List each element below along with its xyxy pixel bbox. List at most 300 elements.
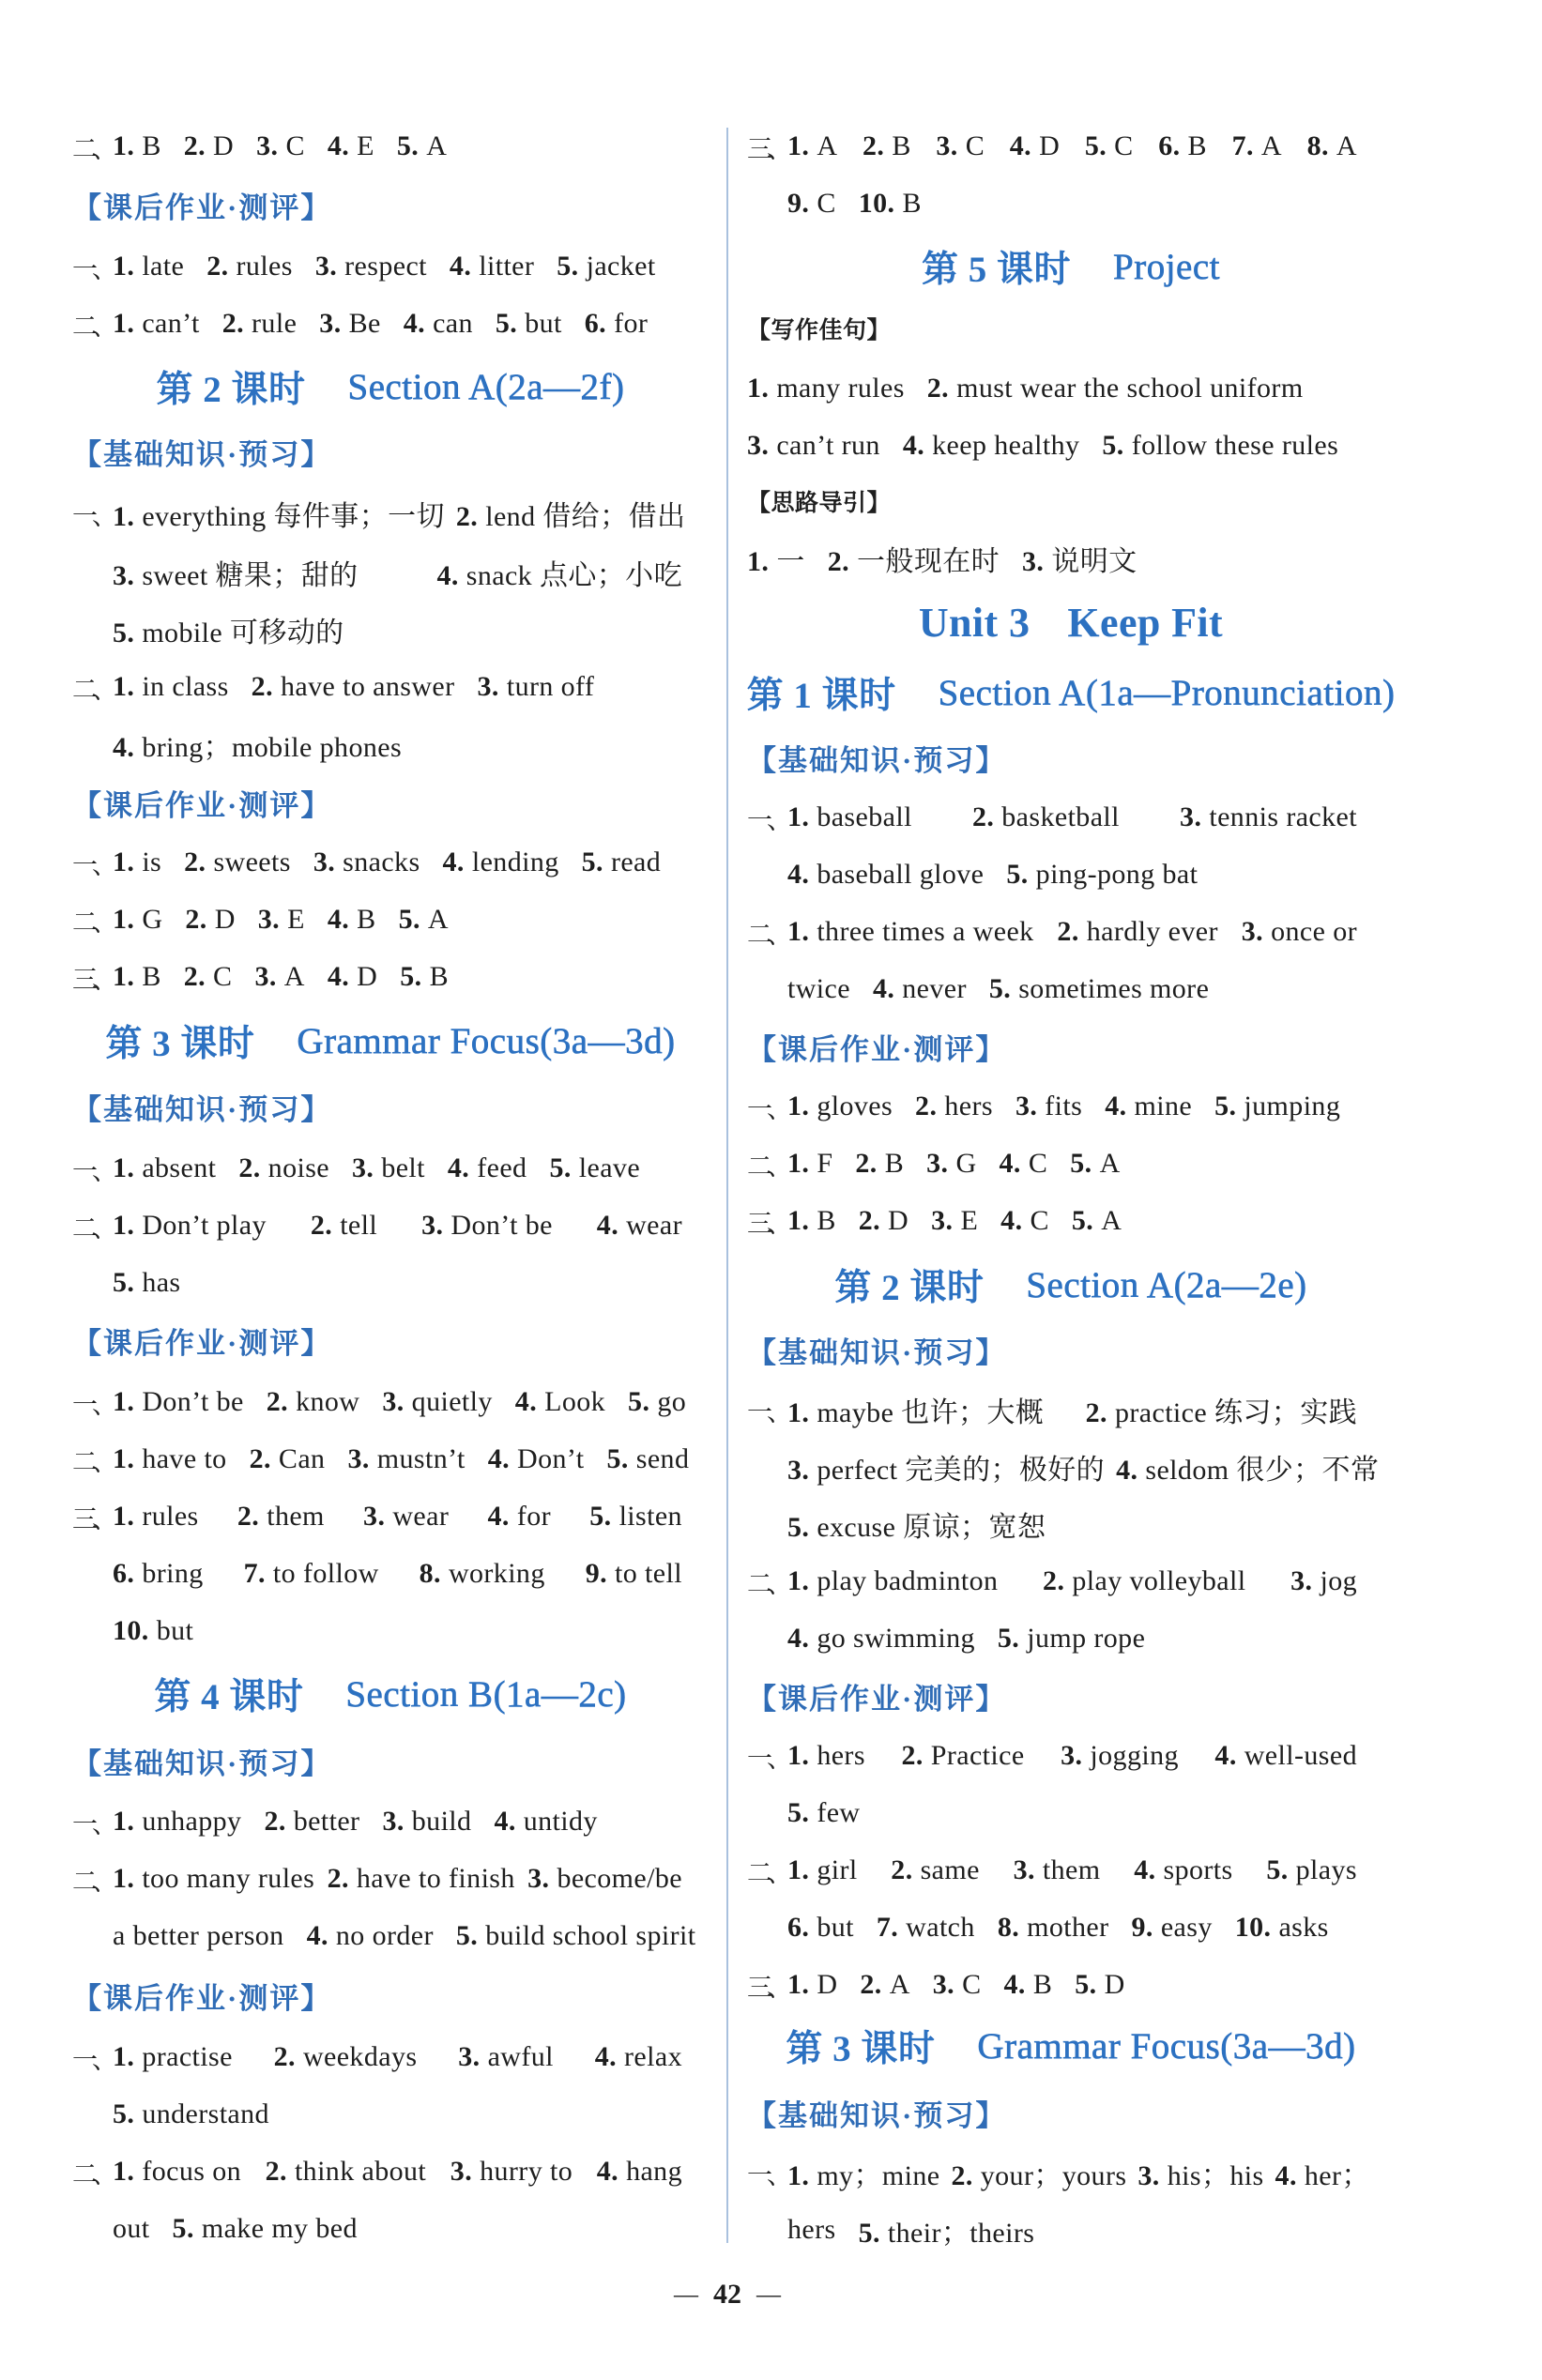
answer-list bbox=[787, 1389, 1357, 1430]
unit-number: Unit 3 bbox=[918, 599, 1031, 646]
question-group-number: 三、 bbox=[747, 134, 786, 163]
answer-item bbox=[113, 251, 184, 282]
answer-number: 3. bbox=[352, 1152, 374, 1183]
answer-item bbox=[113, 493, 445, 534]
answer-item bbox=[891, 1854, 980, 1886]
answer-text: baseball glove bbox=[817, 859, 985, 890]
answer-number: 4. bbox=[487, 1443, 510, 1474]
answer-item bbox=[319, 308, 380, 340]
answer-text: 说明文 bbox=[1051, 546, 1137, 577]
answer-text: ping-pong bat bbox=[1035, 859, 1198, 890]
answer-list bbox=[787, 1205, 1122, 1237]
answer-text: mobile 可移动的 bbox=[142, 618, 344, 648]
lesson-heading bbox=[747, 664, 1395, 721]
answer-number: 1. bbox=[113, 847, 135, 877]
answer-text: B bbox=[1187, 130, 1207, 161]
answer-number: 4. bbox=[487, 1501, 510, 1532]
answer-item bbox=[582, 847, 662, 878]
answer-number: 2. bbox=[901, 1740, 924, 1771]
answer-item bbox=[936, 130, 985, 162]
answer-item bbox=[113, 847, 161, 878]
lesson-number: 第 3 课时 bbox=[786, 2029, 936, 2069]
answer-row bbox=[72, 2144, 682, 2200]
answer-number: 4. bbox=[1275, 2160, 1297, 2191]
answer-number: 1. bbox=[113, 1863, 135, 1894]
answer-list bbox=[747, 538, 1137, 579]
page-number: 42 bbox=[713, 2279, 741, 2310]
answer-item bbox=[113, 130, 161, 162]
answer-item bbox=[989, 973, 1209, 1005]
answer-list bbox=[787, 801, 1357, 833]
answer-text: A bbox=[817, 130, 838, 161]
answer-item bbox=[747, 373, 905, 404]
answer-number: 8. bbox=[997, 1912, 1020, 1943]
answer-text: sports bbox=[1163, 1854, 1233, 1885]
answer-text: focus on bbox=[142, 2156, 241, 2187]
answer-text: Look bbox=[544, 1386, 606, 1417]
question-group-number: 一、 bbox=[72, 254, 112, 283]
answer-number: 3. bbox=[932, 1969, 955, 2000]
answer-number: 2. bbox=[1043, 1565, 1065, 1596]
lesson-title: Grammar Focus(3a—3d) bbox=[297, 1020, 676, 1061]
question-group-number: 三、 bbox=[747, 1973, 786, 2002]
answer-number: 5. bbox=[549, 1152, 572, 1183]
answer-list bbox=[113, 1210, 682, 1242]
lesson-title: Section A(2a—2e) bbox=[1026, 1264, 1307, 1305]
answer-text: D bbox=[1104, 1969, 1125, 2000]
answer-text: F bbox=[817, 1148, 833, 1179]
answer-item bbox=[595, 2041, 682, 2073]
answer-list bbox=[113, 1152, 640, 1184]
answer-text: C bbox=[1030, 1205, 1049, 1236]
answer-number: 2. bbox=[185, 904, 207, 935]
answer-text: Don’t be bbox=[450, 1210, 553, 1241]
answer-number: 3. bbox=[1290, 1565, 1313, 1596]
answer-list bbox=[787, 1969, 1125, 2001]
answer-text: Practice bbox=[930, 1740, 1025, 1771]
answer-item bbox=[1132, 1912, 1213, 1944]
answer-row bbox=[72, 118, 447, 175]
answer-item bbox=[1010, 130, 1060, 162]
answer-row bbox=[747, 1381, 1357, 1438]
answer-number: 6. bbox=[113, 1558, 135, 1589]
answer-number: 2. bbox=[891, 1854, 913, 1885]
answer-text: his；his bbox=[1167, 2160, 1264, 2191]
answer-row bbox=[72, 659, 594, 715]
answer-item bbox=[933, 1969, 982, 2001]
answer-number: 3. bbox=[1180, 801, 1202, 832]
answer-row bbox=[72, 1793, 598, 1850]
answer-text: Be bbox=[348, 308, 381, 339]
answer-number: 1. bbox=[787, 1091, 810, 1121]
answer-list bbox=[787, 2152, 1370, 2193]
answer-text: asks bbox=[1278, 1912, 1329, 1943]
answer-text: become/be bbox=[557, 1863, 682, 1894]
answer-text: sweet 糖果；甜的 bbox=[142, 560, 359, 591]
question-group-number: 二、 bbox=[72, 675, 112, 704]
answer-number: 5. bbox=[589, 1501, 612, 1532]
answer-number: 3. bbox=[450, 2156, 473, 2187]
answer-row bbox=[72, 2029, 682, 2085]
lesson-title: Section A(2a—2f) bbox=[347, 366, 625, 407]
answer-list bbox=[113, 2156, 682, 2188]
question-group-number: 二、 bbox=[72, 312, 112, 341]
answer-number: 1. bbox=[113, 1152, 135, 1183]
answer-number: 5. bbox=[113, 2098, 135, 2129]
answer-number: 4. bbox=[1003, 1969, 1026, 2000]
answer-item bbox=[494, 1806, 597, 1838]
answer-number: 4. bbox=[306, 1920, 328, 1951]
answer-item bbox=[931, 1205, 978, 1237]
question-group-number: 二、 bbox=[747, 1858, 786, 1887]
answer-text: has bbox=[142, 1267, 181, 1298]
answer-number: 1. bbox=[113, 2156, 135, 2187]
answer-row-continued bbox=[747, 1785, 860, 1841]
answer-item bbox=[1105, 1091, 1192, 1122]
answer-text: B bbox=[1032, 1969, 1053, 2000]
answer-row-continued bbox=[72, 544, 682, 601]
answer-list bbox=[113, 1806, 598, 1838]
answer-text: jacket bbox=[586, 251, 656, 282]
answer-text: have to bbox=[142, 1443, 227, 1474]
answer-text: have to answer bbox=[280, 671, 455, 702]
section-tag: 【课后作业·测评】 bbox=[747, 1682, 1007, 1716]
question-group-number: 二、 bbox=[747, 920, 786, 949]
answer-item bbox=[1075, 1969, 1124, 2001]
answer-number: 3. bbox=[313, 847, 336, 877]
answer-number: 2. bbox=[183, 130, 206, 161]
answer-row bbox=[72, 296, 648, 352]
answer-item bbox=[113, 2098, 269, 2130]
answer-item bbox=[184, 130, 234, 162]
answer-item bbox=[1214, 1091, 1340, 1122]
answer-item bbox=[586, 1558, 682, 1590]
answer-item bbox=[113, 904, 162, 936]
answer-number: 1. bbox=[113, 671, 135, 702]
answer-item bbox=[1085, 130, 1134, 162]
answer-number: 5. bbox=[113, 618, 135, 648]
answer-number: 4. bbox=[902, 430, 925, 461]
answer-item bbox=[1043, 1565, 1245, 1597]
answer-number: 1. bbox=[113, 904, 135, 935]
answer-item bbox=[1000, 1148, 1048, 1180]
answer-text: gloves bbox=[817, 1091, 893, 1121]
section-tag: 【课后作业·测评】 bbox=[747, 1032, 1007, 1066]
answer-text: but bbox=[525, 308, 562, 339]
answer-item bbox=[515, 1386, 605, 1418]
question-group-number: 二、 bbox=[72, 134, 112, 163]
answer-number: 5. bbox=[113, 1267, 135, 1298]
answer-list bbox=[113, 1558, 682, 1590]
answer-text: A bbox=[426, 130, 448, 161]
answer-number: 6. bbox=[787, 1912, 810, 1943]
answer-number: 4. bbox=[442, 847, 465, 877]
answer-number: 4. bbox=[596, 1210, 619, 1241]
answer-number: 2. bbox=[266, 1386, 289, 1417]
answer-row bbox=[747, 789, 1357, 846]
answer-number: 4. bbox=[327, 904, 350, 935]
answer-number: 3. bbox=[314, 251, 338, 282]
answer-number: 5. bbox=[581, 847, 603, 877]
answer-text: C bbox=[213, 961, 233, 992]
answer-text: E bbox=[960, 1205, 979, 1236]
answer-item bbox=[267, 1386, 360, 1418]
question-group-number: 二、 bbox=[747, 1569, 786, 1598]
answer-text: a better person bbox=[113, 1920, 284, 1951]
answer-number: 5. bbox=[1266, 1854, 1289, 1885]
answer-item bbox=[787, 1205, 836, 1237]
answer-number: 3. bbox=[1061, 1740, 1083, 1771]
answer-list bbox=[113, 724, 402, 765]
answer-number: 3. bbox=[926, 1148, 949, 1179]
question-group-number: 一、 bbox=[72, 850, 112, 879]
page-footer bbox=[634, 2276, 821, 2313]
answer-item bbox=[328, 904, 376, 936]
answer-item bbox=[951, 2152, 1126, 2193]
answer-text: no order bbox=[335, 1920, 434, 1951]
section-tag: 【基础知识·预习】 bbox=[72, 1092, 332, 1126]
answer-number: 2. bbox=[238, 1152, 261, 1183]
answer-item bbox=[1307, 130, 1357, 162]
answer-item bbox=[307, 1920, 434, 1952]
answer-text: bring bbox=[142, 1558, 204, 1589]
answer-item bbox=[787, 1148, 832, 1180]
answer-text: same bbox=[920, 1854, 980, 1885]
answer-text: late bbox=[142, 251, 185, 282]
answer-item bbox=[1214, 1740, 1357, 1772]
answer-text: understand bbox=[142, 2098, 269, 2129]
answer-item bbox=[828, 538, 1000, 579]
answer-number: 5. bbox=[628, 1386, 650, 1417]
answer-item bbox=[113, 1152, 216, 1184]
question-group-number: 一、 bbox=[747, 1744, 786, 1773]
answer-text: E bbox=[357, 130, 374, 161]
answer-item bbox=[787, 1912, 854, 1944]
answer-number: 2. bbox=[926, 373, 950, 404]
answer-number: 4. bbox=[596, 2156, 619, 2187]
answer-number: 5. bbox=[997, 1623, 1020, 1654]
answer-text: excuse 原谅；宽恕 bbox=[817, 1512, 1046, 1543]
answer-text: build school spirit bbox=[485, 1920, 696, 1951]
answer-item bbox=[113, 609, 344, 650]
lesson-heading bbox=[747, 1257, 1395, 1313]
answer-list bbox=[787, 1565, 1357, 1597]
answer-text: wear bbox=[626, 1210, 682, 1241]
answer-text: send bbox=[635, 1443, 690, 1474]
answer-item bbox=[113, 552, 359, 593]
answer-text: better bbox=[293, 1806, 360, 1837]
answer-text: your；yours bbox=[980, 2160, 1127, 2191]
answer-number: 1. bbox=[113, 2041, 135, 2072]
answer-text: rules bbox=[236, 251, 293, 282]
column-divider bbox=[726, 128, 728, 2243]
answer-text: B bbox=[884, 1148, 905, 1179]
answer-item bbox=[1137, 2152, 1263, 2193]
answer-number: 4. bbox=[594, 2041, 618, 2072]
answer-row-continued bbox=[72, 716, 402, 772]
answer-text: girl bbox=[817, 1854, 858, 1885]
answer-number: 1. bbox=[787, 1148, 810, 1179]
answer-number: 7. bbox=[876, 1912, 899, 1943]
answer-number: 2. bbox=[183, 961, 206, 992]
answer-list bbox=[787, 188, 922, 220]
answer-number: 3. bbox=[931, 1205, 954, 1236]
question-group-number: 三、 bbox=[72, 1504, 112, 1533]
answer-item bbox=[113, 961, 161, 993]
answer-item bbox=[787, 859, 984, 891]
answer-number: 2. bbox=[206, 251, 229, 282]
answer-text: jumping bbox=[1244, 1091, 1341, 1121]
answer-text: can bbox=[433, 308, 473, 339]
answer-item bbox=[421, 1210, 553, 1242]
answer-number: 2. bbox=[1085, 1397, 1107, 1428]
answer-item bbox=[113, 1386, 244, 1418]
unit-title: Keep Fit bbox=[1067, 599, 1224, 646]
answer-item bbox=[315, 251, 427, 282]
answer-row bbox=[72, 1374, 686, 1430]
answer-item bbox=[237, 1501, 325, 1533]
lesson-number: 第 3 课时 bbox=[105, 1024, 255, 1064]
answer-number: 2. bbox=[251, 671, 273, 702]
answer-item bbox=[1180, 801, 1357, 833]
unit-heading bbox=[747, 594, 1395, 650]
answer-list bbox=[113, 1615, 193, 1647]
answer-text: never bbox=[902, 973, 967, 1004]
answer-list bbox=[747, 373, 1304, 404]
answer-number: 4. bbox=[1000, 1205, 1023, 1236]
answer-item bbox=[113, 1863, 314, 1895]
answer-row bbox=[747, 1136, 1121, 1192]
answer-text: G bbox=[955, 1148, 977, 1179]
answer-list bbox=[113, 1863, 682, 1895]
answer-list bbox=[113, 552, 682, 593]
answer-item bbox=[747, 538, 805, 579]
answer-text: her； bbox=[1304, 2160, 1370, 2191]
lesson-heading bbox=[72, 1013, 709, 1069]
answer-row-continued bbox=[72, 2086, 269, 2143]
answer-item bbox=[113, 308, 200, 340]
answer-item bbox=[787, 1797, 860, 1829]
answer-number: 4. bbox=[113, 732, 135, 763]
answer-number: 1. bbox=[787, 916, 810, 947]
answer-text: D bbox=[1039, 130, 1061, 161]
answer-text: D bbox=[214, 904, 236, 935]
answer-text: twice bbox=[787, 973, 850, 1004]
answer-item bbox=[113, 2041, 233, 2073]
answer-number: 2. bbox=[264, 1806, 286, 1837]
answer-item bbox=[1235, 1912, 1329, 1944]
answer-item bbox=[113, 2156, 241, 2188]
answer-text: D bbox=[817, 1969, 838, 2000]
answer-item bbox=[998, 1912, 1109, 1944]
answer-item bbox=[1061, 1740, 1179, 1772]
answer-item bbox=[1232, 130, 1282, 162]
answer-text: read bbox=[610, 847, 662, 877]
answer-text: to tell bbox=[615, 1558, 682, 1589]
answer-list bbox=[787, 1091, 1340, 1122]
answer-item bbox=[787, 1565, 998, 1597]
answer-list bbox=[787, 1446, 1379, 1488]
answer-item bbox=[274, 2041, 418, 2073]
answer-text: B bbox=[892, 130, 911, 161]
answer-item bbox=[787, 801, 912, 833]
answer-number: 4. bbox=[494, 1806, 516, 1837]
answer-number: 2. bbox=[1057, 916, 1079, 947]
answer-item bbox=[855, 1148, 904, 1180]
lesson-heading bbox=[747, 2018, 1395, 2074]
answer-item bbox=[1004, 1969, 1053, 2001]
answer-text: think about bbox=[294, 2156, 427, 2187]
answer-row bbox=[747, 1842, 1357, 1899]
answer-number: 3. bbox=[1241, 916, 1264, 947]
answer-text: mine bbox=[1134, 1091, 1193, 1121]
lesson-number: 第 1 课时 bbox=[746, 676, 896, 716]
answer-text: C bbox=[1028, 1148, 1048, 1179]
section-tag: 【课后作业·测评】 bbox=[72, 1981, 332, 2015]
answer-text: leave bbox=[578, 1152, 641, 1183]
answer-number: 4. bbox=[872, 973, 895, 1004]
answer-item bbox=[113, 1443, 227, 1475]
answer-item bbox=[328, 961, 377, 993]
answer-text: mustn’t bbox=[376, 1443, 466, 1474]
answer-item bbox=[113, 1615, 193, 1647]
answer-item bbox=[113, 1920, 284, 1952]
answer-list bbox=[113, 904, 449, 936]
answer-text: B bbox=[142, 130, 161, 161]
answer-item bbox=[873, 973, 967, 1005]
answer-text: mother bbox=[1027, 1912, 1109, 1943]
answer-row bbox=[72, 834, 661, 891]
answer-number: 2. bbox=[971, 801, 995, 832]
answer-text: jump rope bbox=[1027, 1623, 1146, 1654]
answer-number: 5. bbox=[1070, 1148, 1092, 1179]
answer-number: 5. bbox=[172, 2213, 194, 2244]
answer-item bbox=[859, 2209, 1035, 2250]
answer-number: 3. bbox=[382, 1386, 405, 1417]
answer-item bbox=[113, 2213, 150, 2245]
answer-number: 3. bbox=[1022, 546, 1045, 577]
answer-row-continued bbox=[747, 2202, 1034, 2258]
answer-number: 1. bbox=[113, 1501, 135, 1532]
section-note: 【思路导引】 bbox=[747, 491, 892, 516]
answer-item bbox=[787, 130, 837, 162]
answer-number: 5. bbox=[1006, 859, 1029, 890]
answer-text: keep healthy bbox=[932, 430, 1080, 461]
answer-text: E bbox=[287, 904, 305, 935]
answer-item bbox=[488, 1443, 585, 1475]
answer-text: relax bbox=[624, 2041, 682, 2072]
answer-item bbox=[113, 1501, 199, 1533]
answer-item bbox=[382, 1806, 471, 1838]
answer-text: untidy bbox=[523, 1806, 598, 1837]
lesson-heading bbox=[72, 359, 709, 415]
answer-row bbox=[747, 2144, 1370, 2201]
answer-text: B bbox=[902, 188, 922, 219]
answer-row bbox=[72, 949, 449, 1005]
answer-item bbox=[1275, 2152, 1370, 2193]
answer-text: play badminton bbox=[817, 1565, 999, 1596]
answer-item bbox=[113, 1806, 241, 1838]
answer-number: 1. bbox=[787, 1397, 810, 1428]
answer-text: practice 练习；实践 bbox=[1114, 1397, 1357, 1428]
answer-item bbox=[585, 308, 649, 340]
question-group-number: 一、 bbox=[747, 2160, 786, 2189]
answer-row-continued bbox=[72, 1908, 695, 1964]
answer-item bbox=[787, 1854, 858, 1886]
answer-text: know bbox=[296, 1386, 360, 1417]
answer-item bbox=[252, 671, 455, 703]
answer-text: everything 每件事；一切 bbox=[142, 501, 445, 532]
